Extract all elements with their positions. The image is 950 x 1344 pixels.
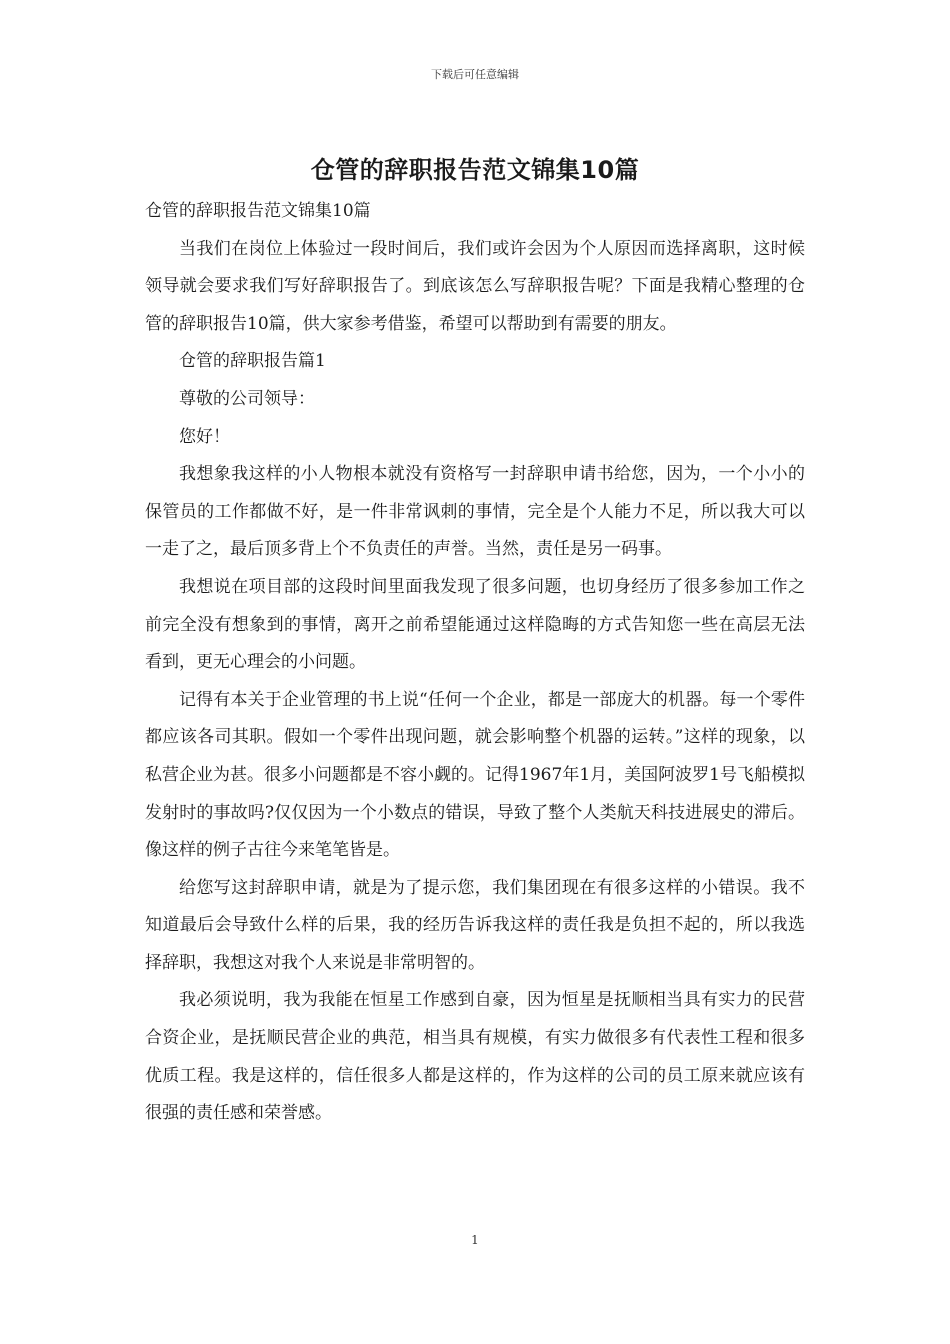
paragraph: 给您写这封辞职申请，就是为了提示您，我们集团现在有很多这样的小错误。我不知道最后会导致什么样的后果，我的经历告诉我这样的责任我是负担不起的，所以我选择辞职，我想这对我个人来说是非常明智的。 bbox=[145, 877, 805, 973]
document-subtitle: 仓管的辞职报告范文锦集10篇 bbox=[145, 201, 371, 221]
section-heading: 仓管的辞职报告篇1 bbox=[179, 351, 326, 372]
document-title: 仓管的辞职报告范文锦集10篇 bbox=[310, 156, 640, 184]
greeting: 您好！ bbox=[179, 426, 230, 447]
paragraph: 我想象我这样的小人物根本就没有资格写一封辞职申请书给您，因为，一个小小的保管员的工作都做不好，是一件非常讽刺的事情，完全是个人能力不足，所以我大可以一走了之，最后顶多背上个不负责任的声誉。当然，责任是另一码事。 bbox=[145, 464, 805, 560]
paragraph: 我想说在项目部的这段时间里面我发现了很多问题，也切身经历了很多参加工作之前完全没有想象到的事情，离开之前希望能通过这样隐晦的方式告知您一些在高层无法看到，更无心理会的小问题。 bbox=[145, 576, 805, 673]
page-number: 1 bbox=[471, 1233, 479, 1247]
paragraph: 我必须说明，我为我能在恒星工作感到自豪，因为恒星是抚顺相当具有实力的民营合资企业，是抚顺民营企业的典范，相当具有规模，有实力做很多有代表性工程和很多优质工程。我是这样的，信任很多人都是这样的，作为这样的公司的员工原来就应该有很强的责任感和荣誉感。 bbox=[145, 990, 805, 1124]
salutation: 尊敬的公司领导： bbox=[179, 388, 315, 409]
paragraph: 记得有本关于企业管理的书上说“任何一个企业，都是一部庞大的机器。每一个零件都应该各司其职。假如一个零件出现问题，就会影响整个机器的运转。”这样的现象，以私营企业为甚。很多小问题都是不容小觑的。记得1967年1月，美国阿波罗1号飞船模拟发射时的事故吗?仅仅因为一个小数点的错误，导致了整个人类航天科技进展史的滞后。像这样的例子古往今来笔笔皆是。 bbox=[145, 689, 805, 861]
document-body bbox=[145, 193, 805, 1133]
paragraph-intro: 当我们在岗位上体验过一段时间后，我们或许会因为个人原因而选择离职，这时候领导就会要求我们写好辞职报告了。到底该怎么写辞职报告呢？下面是我精心整理的仓管的辞职报告10篇，供大家参考借鉴，希望可以帮助到有需要的朋友。 bbox=[145, 238, 805, 334]
header-note: 下载后可任意编辑 bbox=[431, 68, 519, 81]
